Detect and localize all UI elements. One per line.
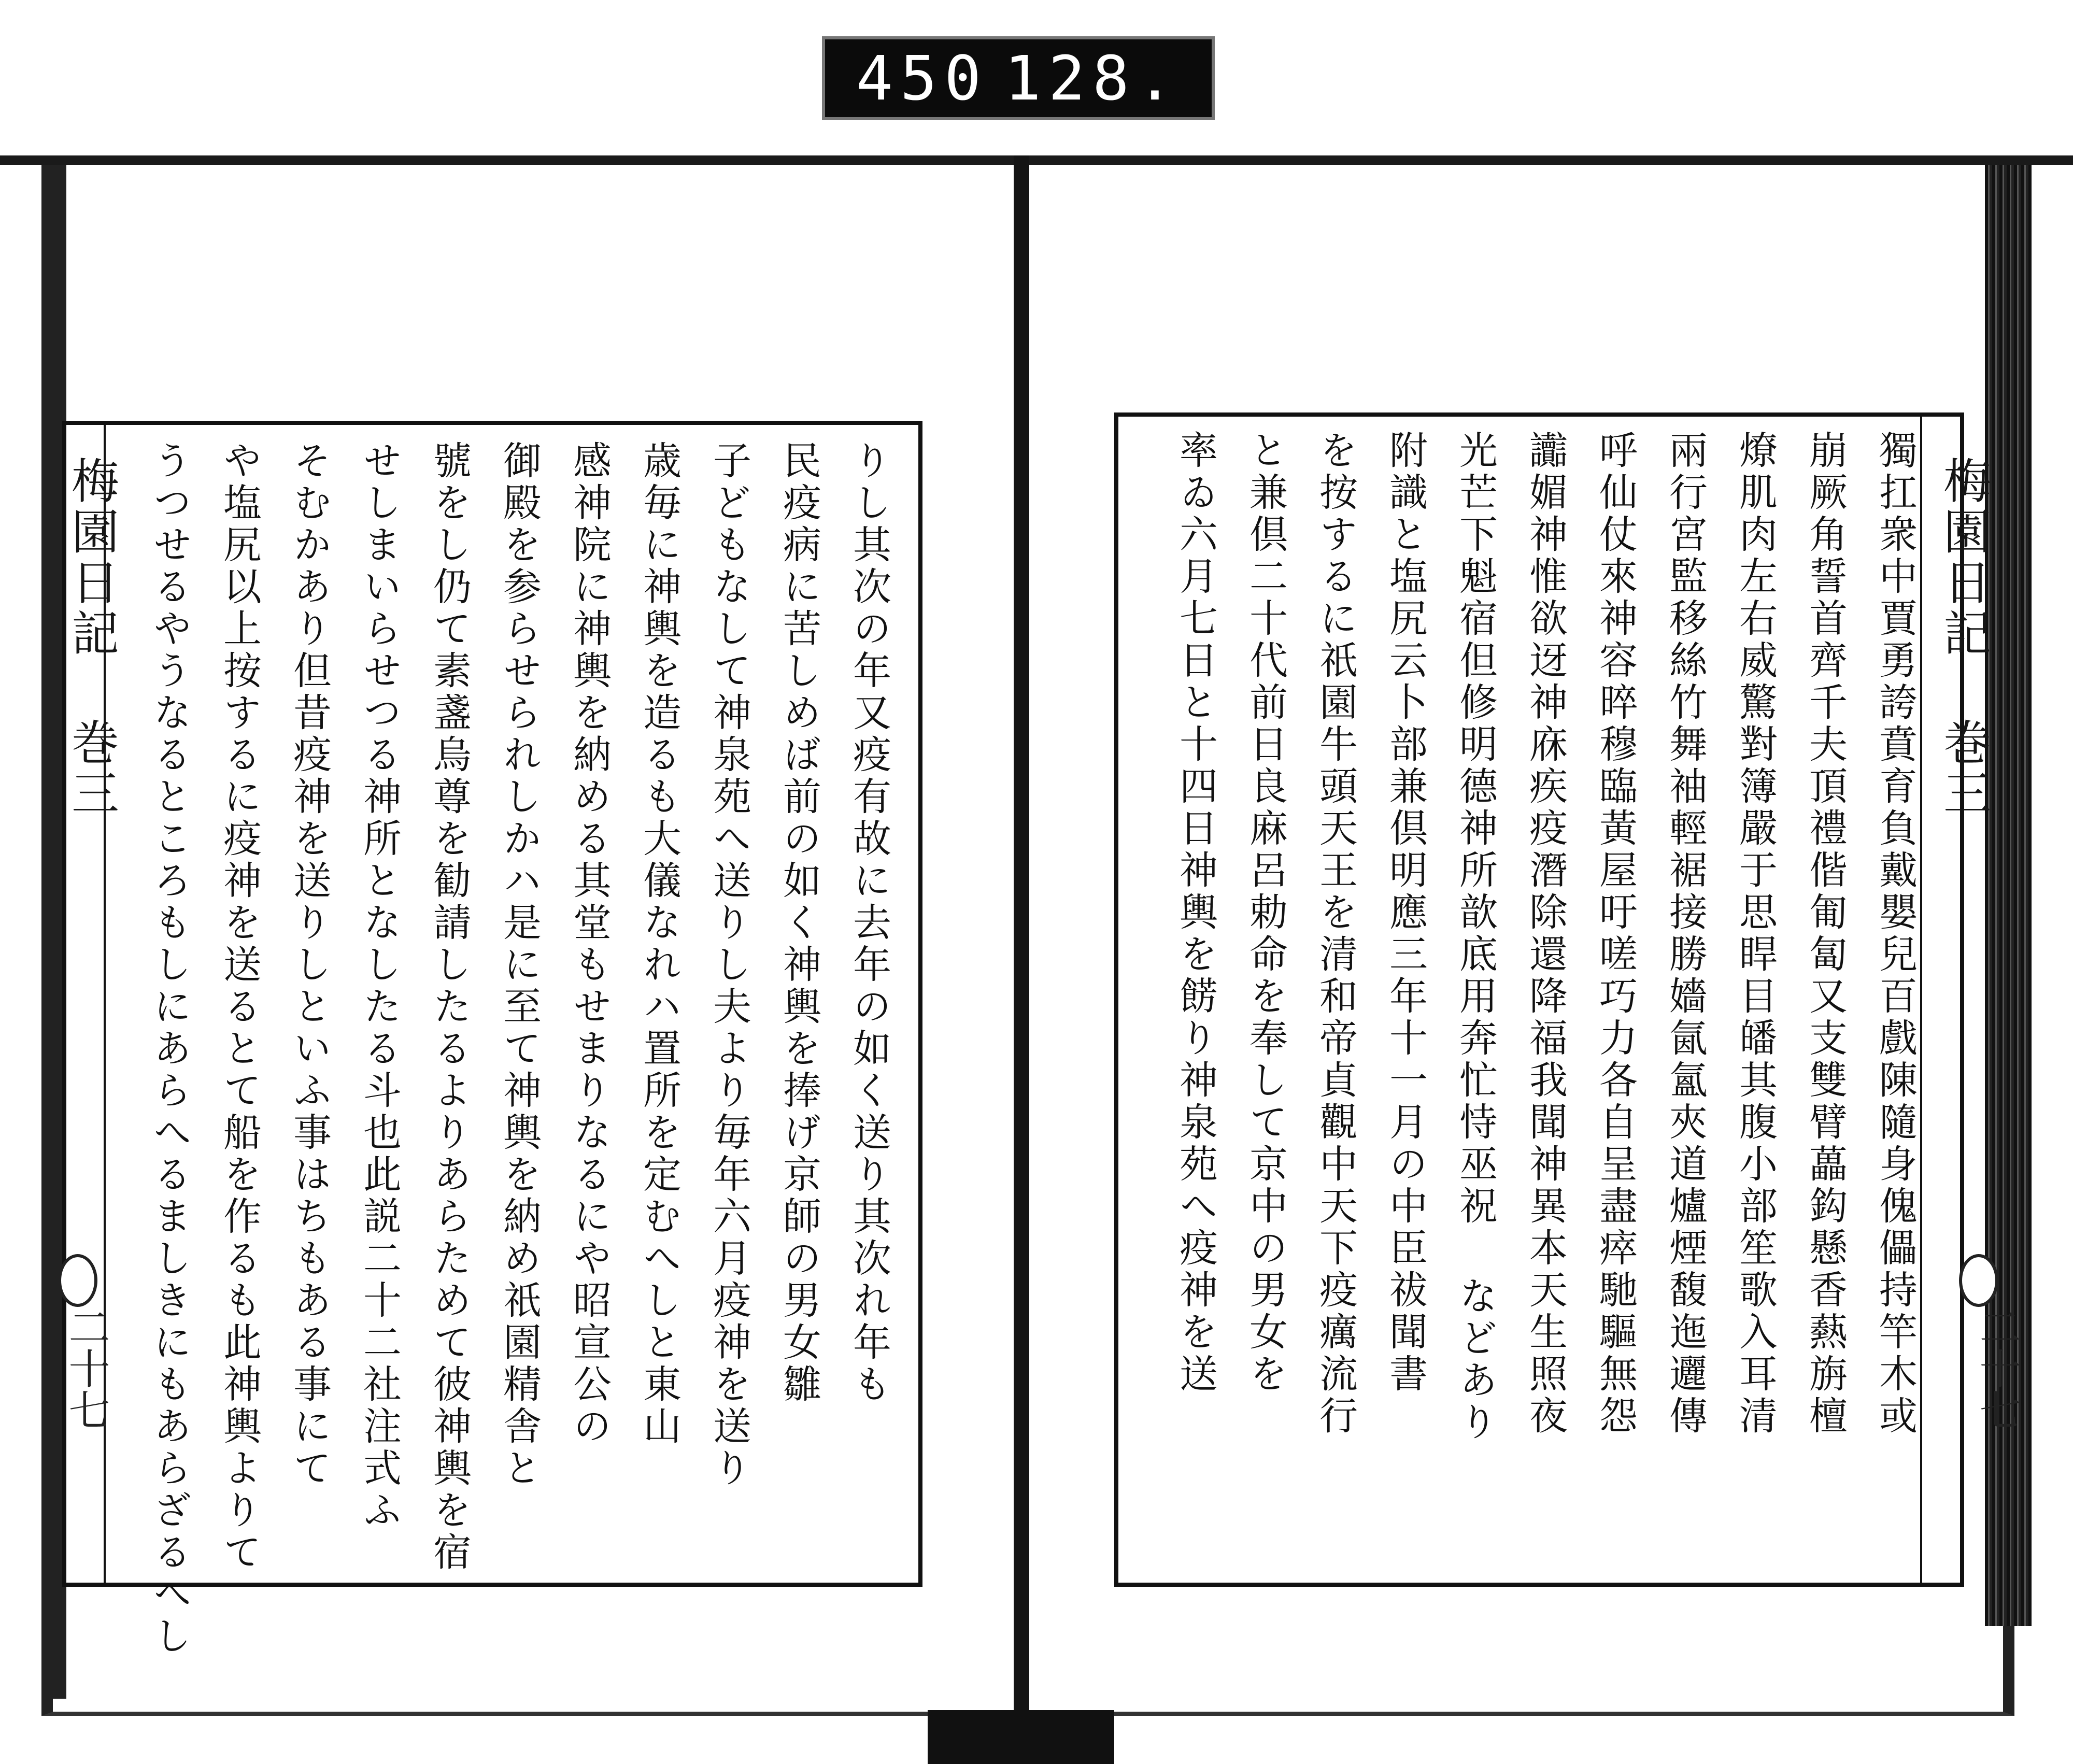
right-column-7: 光芒下魁宿但修明德神所歆底用奔忙恃巫祝 などあり bbox=[1453, 430, 1498, 1444]
left-column-4: 歳毎に神輿を造るも大儀なれハ置所を定むへしと東山 bbox=[637, 440, 681, 1448]
left-fishtail-mark bbox=[58, 1254, 97, 1307]
left-column-7: 號をし仍て素盞烏尊を勧請したるよりあらためて彼神輿を宿 bbox=[427, 440, 472, 1574]
left-column-6: 御殿を参らせられしかハ是に至て神輿を納め祇園精舎と bbox=[497, 440, 542, 1490]
left-column-1: りし其次の年又疫有故に去年の如く送り其次れ年も bbox=[847, 440, 891, 1406]
left-column-5: 感神院に神輿を納める其堂もせまりなるにや昭宣公の bbox=[567, 440, 612, 1448]
right-fishtail-mark bbox=[1959, 1254, 1998, 1307]
left-column-2: 民疫病に苦しめば前の如く神輿を捧げ京師の男女雛 bbox=[777, 440, 821, 1406]
right-page-running-title: 梅園日記 巻三 bbox=[1936, 456, 1991, 819]
frame-counter bbox=[822, 36, 1215, 120]
left-page-running-title: 梅園日記 巻三 bbox=[64, 456, 119, 819]
right-hashira-rule bbox=[1920, 412, 1922, 1587]
spine-foot bbox=[928, 1710, 1114, 1764]
left-column-3: 子どもなして神泉苑へ送りし夫より毎年六月疫神を送り bbox=[707, 440, 751, 1490]
book-spine bbox=[1014, 155, 1029, 1752]
right-column-8: 附識と塩尻云卜部兼倶明應三年十一月の中臣祓聞書 bbox=[1383, 430, 1428, 1396]
right-column-11: 率ゐ六月七日と十四日神輿を餝り神泉苑へ疫神を送 bbox=[1173, 430, 1218, 1396]
left-column-10: や塩尻以上按するに疫神を送るとて船を作るも此神輿よりて bbox=[217, 440, 262, 1574]
left-column-9: そむかあり但昔疫神を送りしといふ事はちもある事にて bbox=[287, 440, 332, 1490]
right-column-9: を按するに祇園牛頭天王を清和帝貞觀中天下疫癘流行 bbox=[1313, 430, 1358, 1438]
right-column-1: 獨扛衆中賈勇誇賁育負戴嬰兒百戲陳隨身傀儡持竿木或 bbox=[1873, 430, 1918, 1438]
right-column-10: と兼倶二十代前日良麻呂勅命を奉して京中の男女を bbox=[1243, 430, 1288, 1396]
left-column-11: うつせるやうなるところもしにあらへるましきにもあらざるへし bbox=[147, 440, 192, 1658]
reel-number: 450 bbox=[856, 42, 989, 114]
left-column-8: せしまいらせつる神所となしたる斗也此説二十二社注式ふ bbox=[357, 440, 402, 1532]
right-column-5: 呼仙仗來神容晬穆臨黃屋吁嗟巧力各自呈盡瘁馳驅無怨 bbox=[1593, 430, 1638, 1438]
right-column-6: 讟媚神惟欲迓神庥疾疫潛除還降福我聞神異本天生照夜 bbox=[1523, 430, 1568, 1438]
left-page-folio: 二十七 bbox=[62, 1306, 110, 1430]
right-column-2: 崩厥角誓首齊千夫頂禮偕匍匐又支雙臂藟鈎懸香爇旃檀 bbox=[1803, 430, 1848, 1438]
right-page-folio: 二十七 bbox=[1972, 1306, 2021, 1430]
frame-number: 128. bbox=[1004, 42, 1181, 114]
book-top-edge bbox=[0, 155, 2073, 165]
right-column-3: 燎肌肉左右威驚對簿嚴于思睅目皤其腹小部笙歌入耳清 bbox=[1733, 430, 1778, 1438]
right-column-4: 兩行宮監移絲竹舞袖輕裾接勝嬙氤氳夾道爐煙馥迤邐傳 bbox=[1663, 430, 1708, 1438]
